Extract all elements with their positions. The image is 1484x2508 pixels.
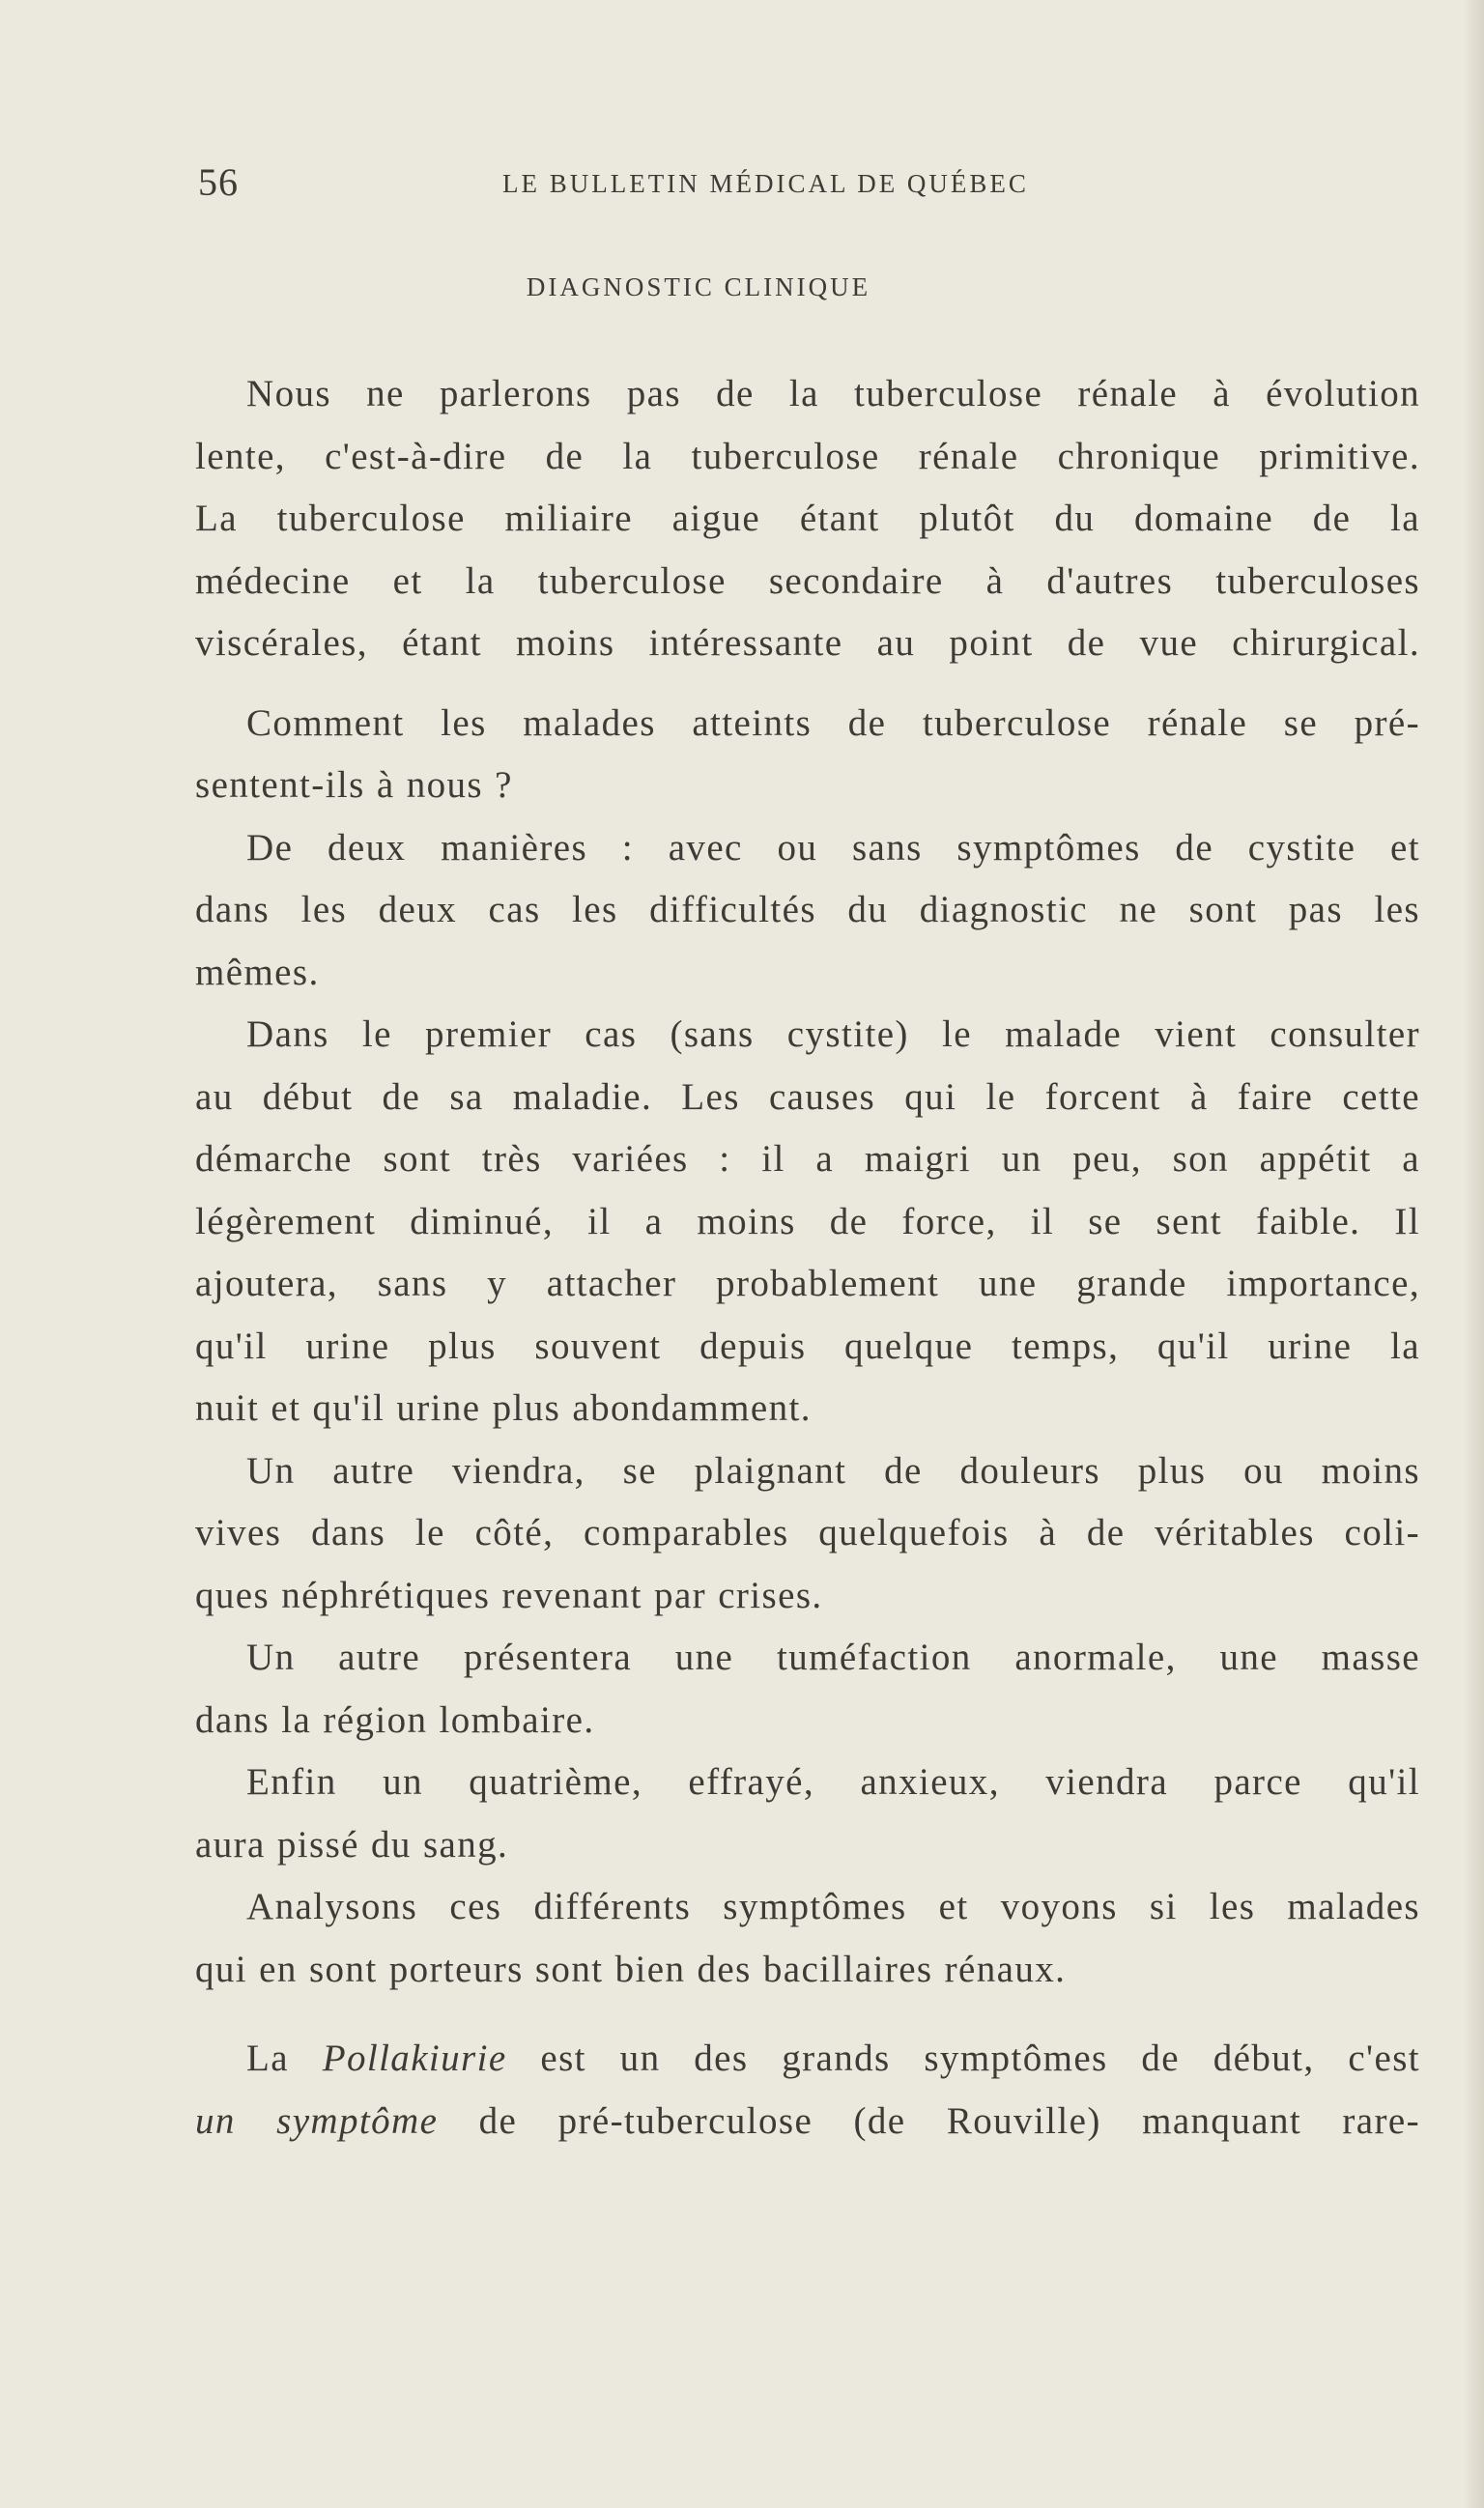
text-line: [195, 2028, 1420, 2091]
text-line: aura pissé du sang.: [195, 1823, 509, 1866]
text-line: La tuberculose miliaire aigue étant plutôt du domaine de la: [195, 498, 1420, 539]
text-line: médecine et la tuberculose secondaire à d'autres tuberculoses: [195, 559, 1420, 602]
section-title: DIAGNOSTIC CLINIQUE: [526, 272, 871, 301]
text-line: sentent-ils à nous ?: [195, 764, 513, 806]
text-line: ajoutera, sans y attacher probablement une grande importance,: [195, 1263, 1420, 1304]
text-run: La: [246, 2038, 323, 2079]
text-line: De deux manières : avec ou sans symptômes de cystite et: [246, 826, 1420, 869]
text-run: de pré-tuberculose (de Rouville) manquant rare-: [438, 2099, 1420, 2142]
text-line: Un autre viendra, se plaignant de douleurs plus ou moins: [246, 1449, 1420, 1492]
text-line: qu'il urine plus souvent depuis quelque temps, qu'il urine la: [195, 1325, 1420, 1367]
running-title: LE BULLETIN MÉDICAL DE QUÉBEC: [502, 169, 1029, 198]
italic-term: Pollakiurie: [322, 2038, 507, 2079]
text-line: lente, c'est-à-dire de la tuberculose rénale chronique primitive.: [195, 435, 1420, 477]
italic-term: un symptôme: [195, 2099, 439, 2142]
text-run: est un des grands symptômes de début, c'est: [506, 2038, 1421, 2079]
text-line: mêmes.: [195, 951, 320, 993]
text-line: Enfin un quatrième, effrayé, anxieux, viendra parce qu'il: [246, 1761, 1420, 1803]
text-line: qui en sont porteurs sont bien des bacillaires rénaux.: [195, 1948, 1067, 1990]
text-line: viscérales, étant moins intéressante au point de vue chirurgical.: [195, 622, 1420, 664]
paragraph-gap: [195, 2001, 1420, 2028]
page-edge-shadow: [1463, 0, 1484, 2508]
text-line: dans les deux cas les difficultés du diagnostic ne sont pas les: [195, 889, 1420, 930]
text-line: [195, 2091, 1420, 2153]
text-line: Analysons ces différents symptômes et voyons si les malades: [246, 1886, 1420, 1927]
text-line: au début de sa maladie. Les causes qui le forcent à faire cette: [195, 1075, 1420, 1118]
text-line: Un autre présentera une tuméfaction anormale, une masse: [246, 1637, 1420, 1678]
text-line: Nous ne parlerons pas de la tuberculose rénale à évolution: [246, 373, 1420, 414]
text-line: Dans le premier cas (sans cystite) le malade vient consulter: [246, 1013, 1420, 1055]
text-line: nuit et qu'il urine plus abondamment.: [195, 1387, 812, 1429]
paragraph-gap: [195, 675, 1420, 693]
text-line: ques néphrétiques revenant par crises.: [195, 1574, 823, 1616]
page-header: [198, 159, 1130, 217]
text-line: dans la région lombaire.: [195, 1698, 595, 1741]
text-line: démarche sont très variées : il a maigri un peu, son appétit a: [195, 1138, 1420, 1180]
text-line: Comment les malades atteints de tuberculose rénale se pré-: [246, 701, 1420, 744]
page-number: 56: [198, 160, 239, 204]
text-line: légèrement diminué, il a moins de force, il se sent faible. Il: [195, 1200, 1420, 1242]
body-text: [195, 363, 1420, 2152]
text-line: vives dans le côté, comparables quelquefois à de véritables coli-: [195, 1512, 1420, 1553]
